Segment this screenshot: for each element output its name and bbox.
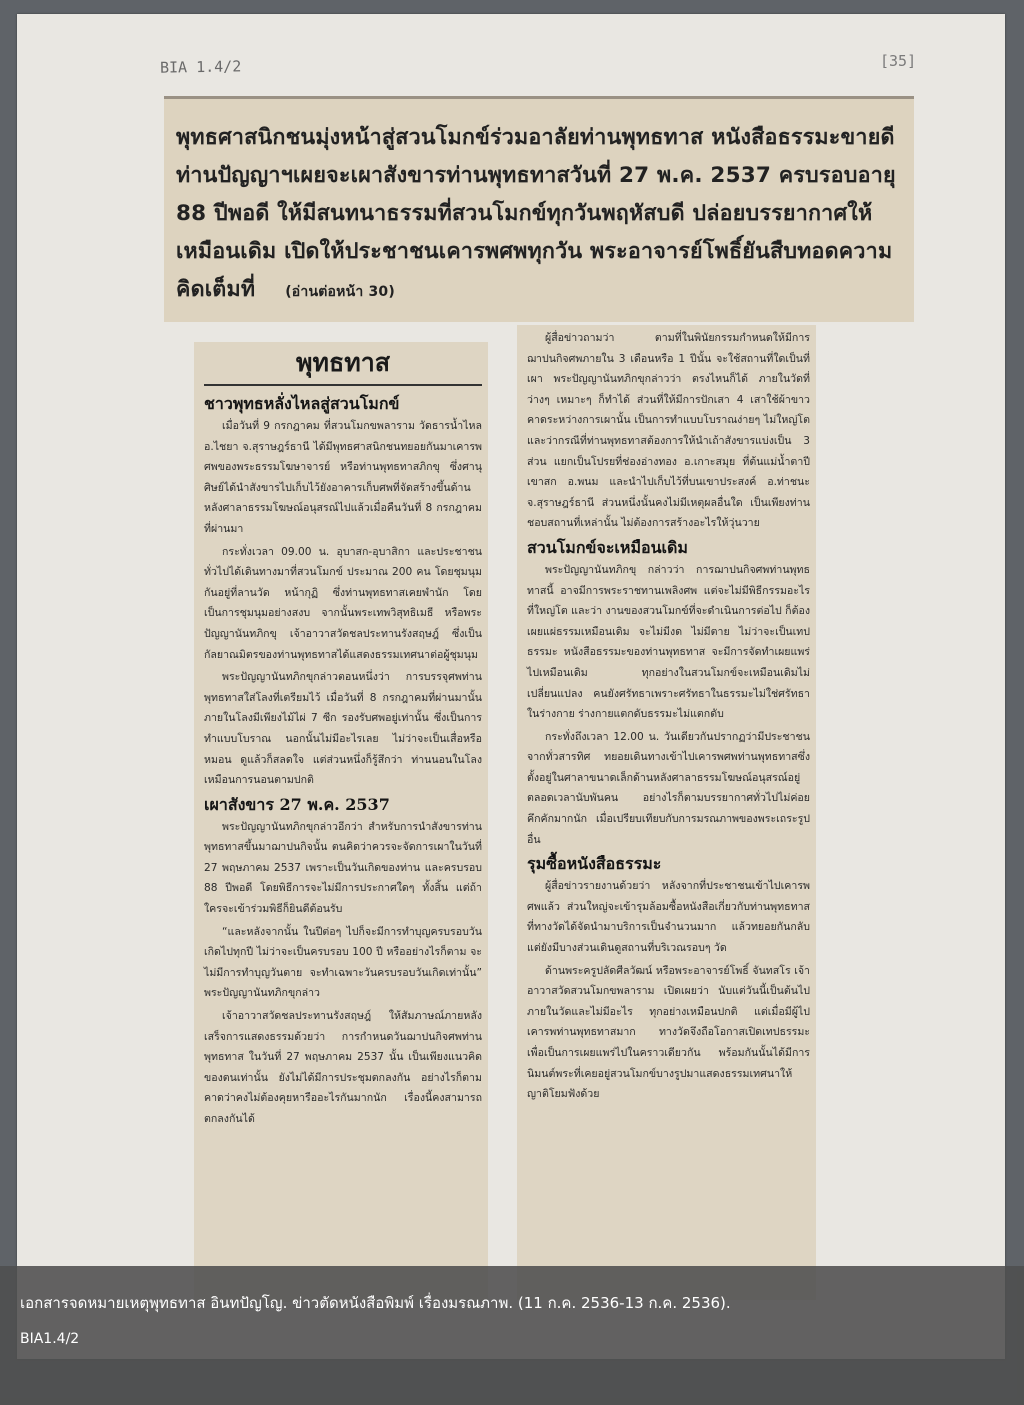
- section-title: พุทธทาส: [204, 348, 482, 386]
- headline-text: พุทธศาสนิกชนมุ่งหน้าสู่สวนโมกข์ร่วมอาลัยท่านพุทธทาส หนังสือธรรมะขายดี ท่านปัญญาฯเผยจะเผาสังขารท่านพุทธทาสวันที่ 27 พ.ค. 2537 ครบรอบอายุ 88 ปีพอดี ให้มีสนทนาธรรมที่สวนโมกข์ทุกวันพฤหัสบดี ปล่อยบรรยากาศให้เหมือนเดิม เปิดให้ประชาชนเคารพศพทุกวัน พระอาจารย์โพธิ์ยันสืบทอดความคิดเต็มที่: [176, 125, 896, 302]
- article-paragraph: ด้านพระครูปลัดศีลวัฒน์ หรือพระอาจารย์โพธิ์ จันทสโร เจ้าอาวาสวัดสวนโมกขพลาราม เปิดเผยว่า นับแต่วันนี้เป็นต้นไปภายในวัดและไม่มีอะไร ทุกอย่างเหมือนปกติ แต่เมื่อมีผู้ไปเคารพท่านพุทธทาสมาก ทางวัดจึงถือโอกาสเปิดเทปธรรมะ เพื่อเป็นการเผยแพร่ไปในคราวเดียวกัน พร้อมกันนั้นได้มีการนิมนต์พระที่เคยอยู่สวนโมกข์บางรูปมาแสดงธรรมเทศนาให้ญาติโยมฟังด้วย: [527, 964, 810, 1101]
- right-column-clipping: [517, 325, 816, 1300]
- headline: [176, 119, 904, 311]
- article-paragraph: ผู้สื่อข่าวรายงานด้วยว่า หลังจากที่ประชาชนเข้าไปเคารพศพแล้ว ส่วนใหญ่จะเข้ารุมล้อมซื้อหนังสือเกี่ยวกับท่านพุทธทาส ที่ทางวัดได้จัดนำมาบริการเป็นจำนวนมาก แล้วทยอยกันกลับ แต่ยังมีบางส่วนเดินดูสถานที่บริเวณรอบๆ วัด: [527, 880, 810, 955]
- caption-band: [0, 1266, 1024, 1405]
- article-paragraph: กระทั่งถึงเวลา 12.00 น. วันเดียวกันปรากฏว่ามีประชาชนจากทั่วสารทิศ ทยอยเดินทางเข้าไปเคารพศพท่านพุทธทาสซึ่งตั้งอยู่ในศาลาขนาดเล็กด้านหลังศาลาธรรมโฆษณ์อนุสรณ์อยู่ตลอดเวลานับพันคน อย่างไรก็ตามบรรยากาศทั่วไปไม่ค่อยคึกคักมากนัก เมื่อเปรียบเทียบกับการมรณภาพของพระเถระรูปอื่น: [527, 730, 810, 846]
- left-column-content: [204, 392, 482, 1130]
- article-paragraph: “และหลังจากนั้น ในปีต่อๆ ไปก็จะมีการทำบุญครบรอบวันเกิดไปทุกปี ไม่ว่าจะเป็นครบรอบ 100 ปี หรืออย่างไรก็ตาม จะไม่มีการทำบุญวันตาย จะทำเฉพาะวันครบรอบวันเกิดเท่านั้น” พระปัญญานันทภิกขุกล่าว: [204, 925, 482, 1000]
- article-subhead: ชาวพุทธหลั่งไหลสู่สวนโมกข์: [204, 394, 400, 413]
- article-paragraph: พระปัญญานันทภิกขุกล่าวอีกว่า สำหรับการนำสังขารท่านพุทธทาสขึ้นมาฌาปนกิจนั้น ตนคิดว่าควรจะจัดการเผาในวันที่ 27 พฤษภาคม 2537 เพราะเป็นวันเกิดของท่าน และครบรอบ 88 ปีพอดี โดยพิธีการจะไม่มีการประกาศใดๆ ทั้งสิ้น แต่ถ้าใครจะเข้าร่วมพิธีก็ยินดีต้อนรับ: [204, 820, 482, 916]
- caption-identifier: BIA1.4/2: [20, 1331, 80, 1347]
- article-subhead: เผาสังขาร 27 พ.ค. 2537: [204, 794, 390, 814]
- archive-id-handwritten: BIA 1.4/2: [159, 57, 242, 77]
- article-paragraph: ผู้สื่อข่าวถามว่า ตามที่ในพินัยกรรมกำหนดให้มีการฌาปนกิจศพภายใน 3 เดือนหรือ 1 ปีนั้น จะใช้สถานที่ใดเป็นที่เผา พระปัญญานันทภิกขุกล่าวว่า ตรงไหนก็ได้ ภายในวัดที่ว่างๆ เหมาะๆ ก็ทำได้ ส่วนที่ให้มีการปักเสา 4 เสาใช้ผ้าขาวคาดระหว่างการเผานั้น เป็นการทำแบบโบราณง่ายๆ ไม่ใหญ่โต และว่ากรณีที่ท่านพุทธทาสต้องการให้นำเถ้าสังขารแบ่งเป็น 3 ส่วน แยกเป็นโปรยที่ช่องอ่างทอง อ.เกาะสมุย ที่ต้นแม่น้ำตาปี เขาสก อ.พนม และนำไปเก็บไว้ที่บนเขาประสงค์ อ.ท่าชนะ จ.สุราษฎร์ธานี ส่วนหนึ่งนั้นคงไม่มีเหตุผลอื่นใด เป็นเพียงท่านชอบสถานที่เหล่านั้น ไม่ต้องการสร้างอะไรให้วุ่นวาย: [527, 332, 810, 530]
- article-paragraph: เจ้าอาวาสวัดชลประทานรังสฤษฎ์ ให้สัมภาษณ์ภายหลังเสร็จการแสดงธรรมด้วยว่า การกำหนดวันฌาปนกิจศพท่านพุทธทาส ในวันที่ 27 พฤษภาคม 2537 นั้น เป็นเพียงแนวคิดของตนเท่านั้น ยังไม่ได้มีการประชุมตกลงกัน อย่างไรก็ตาม คาดว่าคงไม่ต้องคุยหารืออะไรกันมากนัก เรื่องนี้คงสามารถตกลงกันได้: [204, 1010, 482, 1125]
- article-paragraph: เมื่อวันที่ 9 กรกฎาคม ที่สวนโมกขพลาราม วัดธารน้ำไหล อ.ไชยา จ.สุราษฎร์ธานี ได้มีพุทธศาสนิกชนทยอยกันมาเคารพศพของพระธรรมโฆษาจารย์ หรือท่านพุทธทาสภิกขุ ซึ่งศานุศิษย์ได้นำสังขารไปเก็บไว้ยังอาคารเก็บศพที่จัดสร้างขึ้นด้านหลังศาลาธรรมโฆษณ์อนุสรณ์ไปแล้วเมื่อคืนวันที่ 8 กรกฎาคมที่ผ่านมา: [204, 420, 482, 535]
- article-subhead: รุมซื้อหนังสือธรรมะ: [527, 854, 662, 874]
- headline-clipping: [164, 96, 914, 322]
- left-column-clipping: [194, 342, 488, 1302]
- article-paragraph: กระทั่งเวลา 09.00 น. อุบาสก-อุบาสิกา และประชาชนทั่วไปได้เดินทางมาที่สวนโมกข์ ประมาณ 200 คน โดยชุมนุมกันอยู่ที่ลานวัด หน้ากุฏิ ซึ่งท่านพุทธทาสเคยพำนัก โดยเป็นการชุมนุมอย่างสงบ จากนั้นพระเทพวิสุทธิเมธี หรือพระปัญญานันทภิกขุ เจ้าอาวาสวัดชลประทานรังสฤษฎ์ ซึ่งเป็นกัลยาณมิตรของท่านพุทธทาสได้แสดงธรรมเทศนาต่อผู้ชุมนุม: [204, 545, 482, 661]
- article-paragraph: พระปัญญานันทภิกขุกล่าวตอนหนึ่งว่า การบรรจุศพท่านพุทธทาสใส่โลงที่เตรียมไว้ เมื่อวันที่ 8 กรกฎาคมที่ผ่านมานั้น ภายในโลงมีเพียงไม้ไผ่ 7 ซีก รองรับศพอยู่เท่านั้น ซึ่งเป็นการทำแบบโบราณ นอกนั้นไม่มีอะไรเลย ไม่ว่าจะเป็นเสื่อหรือหมอน ดูแล้วก็สลดใจ แต่ส่วนหนึ่งก็รู้สึกว่า ท่านนอนในโลงเหมือนการนอนตามปกติ: [204, 671, 482, 787]
- article-subhead: สวนโมกข์จะเหมือนเดิม: [527, 537, 688, 557]
- page-number: [35]: [880, 52, 917, 70]
- headline-continue: (อ่านต่อหน้า 30): [285, 284, 395, 300]
- caption-title: เอกสารจดหมายเหตุพุทธทาส อินทปัญโญ. ข่าวตัดหนังสือพิมพ์ เรื่องมรณภาพ. (11 ก.ค. 2536-13 ก.ค. 2536).: [20, 1294, 731, 1312]
- article-paragraph: พระปัญญานันทภิกขุ กล่าวว่า การฌาปนกิจศพท่านพุทธทาสนี้ อาจมีการพระราชทานเพลิงศพ แต่จะไม่มีพิธีกรรมอะไรที่ใหญ่โต และว่า งานของสวนโมกข์ที่จะดำเนินการต่อไป ก็ต้องเผยแผ่ธรรมเหมือนเดิม จะไม่มีงด ไม่มีตาย ไม่ว่าจะเป็นเทปธรรมะ หนังสือธรรมะของท่านพุทธทาส จะมีการจัดทำเผยแพร่ไปเหมือนเดิม ทุกอย่างในสวนโมกข์จะเหมือนเดิมไม่เปลี่ยนแปลง คนยังศรัทธาเพราะศรัทธาในธรรมะไม่ใช่ศรัทธาในร่างกาย ร่างกายแตกดับธรรมะไม่แตกดับ: [527, 563, 810, 721]
- right-column-content: [527, 328, 810, 1105]
